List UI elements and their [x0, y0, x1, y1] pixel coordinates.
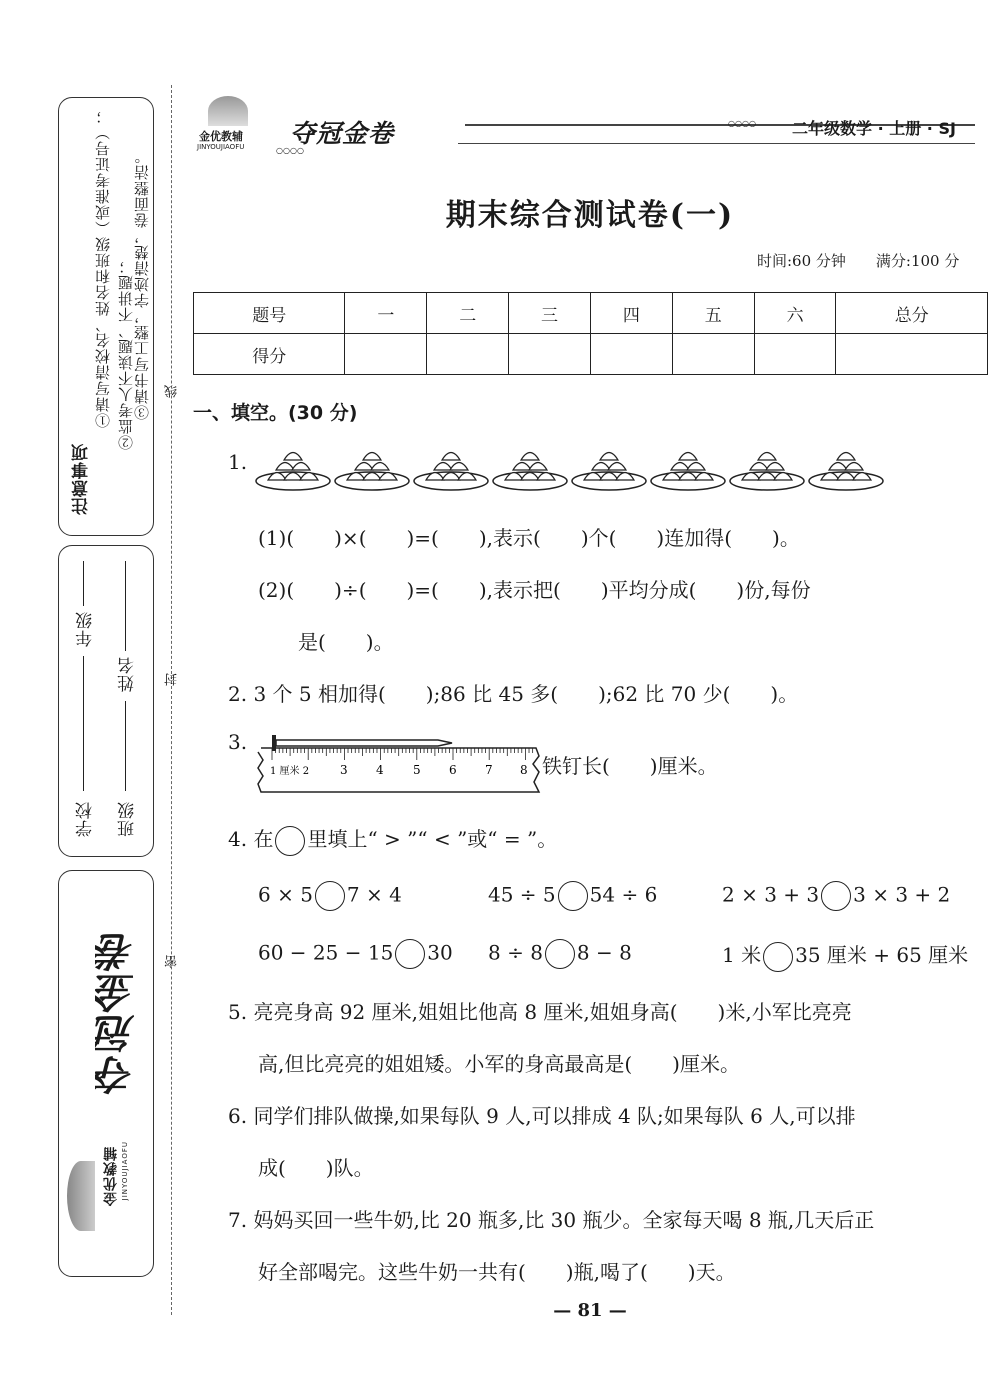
dumpling: [837, 453, 855, 461]
question-1-part-1: (1)( )×( )=( ),表示( )个( )连加得( )。: [258, 526, 800, 550]
ruler-label: 5: [413, 763, 421, 777]
dumpling: [608, 463, 626, 471]
compare-circle[interactable]: [545, 939, 575, 969]
notice-item-1: ①请写清校名、姓名和班级（或准考证号）；: [94, 108, 112, 428]
score-input-cell[interactable]: [590, 334, 672, 375]
table-cell: 二: [427, 293, 509, 334]
table-cell: 一: [345, 293, 427, 334]
brand-big: 夺冠金卷: [290, 119, 395, 148]
page-title: 期末综合测试卷(一): [445, 198, 735, 233]
dumpling: [513, 463, 531, 471]
dumpling: [766, 463, 784, 471]
book-logo-icon: [208, 96, 248, 126]
question-1-part-3: 是( )。: [298, 630, 394, 654]
compare-right: 8 − 8: [576, 940, 632, 965]
grade-line[interactable]: [83, 561, 84, 606]
compare-left: 2 × 3 + 3: [722, 882, 820, 907]
class-line[interactable]: [125, 701, 126, 791]
table-cell: 三: [509, 293, 591, 334]
school-label: 学校: [76, 801, 96, 837]
brand-small: 金优教辅: [199, 130, 243, 143]
dumpling: [284, 473, 302, 481]
compare-left: 8 ÷ 8: [488, 940, 543, 965]
compare-left: 60 − 25 − 15: [258, 940, 394, 965]
compare-item: [258, 881, 402, 911]
dumpling: [600, 473, 618, 481]
header-line-dots: ○○○○: [728, 119, 756, 128]
dumpling: [687, 463, 705, 471]
score-table: [193, 292, 988, 375]
question-6-line-1: 6. 同学们排队做操,如果每队 9 人,可以排成 4 队;如果每队 6 人,可以排: [228, 1104, 856, 1128]
cut-label-line: 线: [165, 385, 180, 398]
dumpling: [371, 463, 389, 471]
notice-item-3: ③请书写工整，字迹清楚，卷面整洁。: [133, 148, 151, 420]
book-icon: [67, 1161, 95, 1231]
table-cell: 得分: [194, 334, 345, 375]
question-5-line-2: 高,但比亮亮的姐姐矮。小军的身高最高是( )厘米。: [258, 1052, 740, 1076]
dumpling: [442, 473, 460, 481]
compare-circle[interactable]: [558, 881, 588, 911]
dumpling: [837, 473, 855, 481]
compare-circle[interactable]: [395, 939, 425, 969]
question-2: 2. 3 个 5 相加得( );86 比 45 多( );62 比 70 少( )。: [228, 682, 799, 706]
question-5-line-1: 5. 亮亮身高 92 厘米,姐姐比他高 8 厘米,姐姐身高( )米,小军比亮亮: [228, 1000, 852, 1024]
question-6-line-2: 成( )队。: [258, 1156, 374, 1180]
dumpling: [355, 463, 373, 471]
table-cell: 总分: [836, 293, 988, 334]
dumpling: [450, 463, 468, 471]
score-input-cell[interactable]: [672, 334, 754, 375]
dumpling: [521, 453, 539, 461]
compare-right: 7 × 4: [346, 882, 402, 907]
dumpling: [750, 463, 768, 471]
ruler-label: 6: [449, 763, 457, 777]
name-label: 姓名: [118, 656, 138, 692]
dumpling: [529, 463, 547, 471]
table-cell: 四: [590, 293, 672, 334]
page-number: — 81 —: [553, 1300, 627, 1321]
cut-line: [171, 85, 172, 1315]
dumpling: [292, 463, 310, 471]
dumpling: [671, 463, 689, 471]
question-1-number: 1.: [228, 450, 248, 474]
dumpling: [845, 463, 863, 471]
question-1-part-2: (2)( )÷( )=( ),表示把( )平均分成( )份,每份: [258, 578, 811, 602]
compare-right: 30: [427, 940, 453, 965]
compare-circle[interactable]: [315, 881, 345, 911]
compare-circle[interactable]: [763, 942, 793, 972]
dumpling: [758, 473, 776, 481]
dumpling: [276, 463, 294, 471]
table-cell: 题号: [194, 293, 345, 334]
score-input-cell[interactable]: [345, 334, 427, 375]
ruler-label: 4: [376, 763, 384, 777]
dumpling: [363, 453, 381, 461]
compare-circle[interactable]: [275, 826, 305, 856]
question-4: [228, 823, 557, 856]
question-7-line-1: 7. 妈妈买回一些牛奶,比 20 瓶多,比 30 瓶少。全家每天喝 8 瓶,几天后正: [228, 1208, 875, 1232]
notice-box: [58, 97, 154, 536]
dumpling: [434, 463, 452, 471]
notice-item-2: ②监考人不读题、不讲题；: [117, 258, 135, 450]
dumpling: [521, 473, 539, 481]
ruler-label: 3: [340, 763, 348, 777]
dumpling: [363, 473, 381, 481]
name-line[interactable]: [125, 561, 126, 651]
question-4-prefix: 4. 在: [228, 827, 274, 851]
side-logo-big: 夺冠金卷: [95, 931, 141, 1095]
dumpling: [600, 453, 618, 461]
header-line-2: [458, 143, 975, 144]
side-logo-pinyin: JINYOUJIAOFU: [121, 1141, 129, 1201]
score-input-cell[interactable]: [754, 334, 836, 375]
cut-label-seal: 封: [165, 673, 180, 686]
ruler-label: 7: [485, 763, 493, 777]
compare-right: 54 ÷ 6: [589, 882, 658, 907]
header-dots: ○○○○: [276, 146, 304, 155]
question-3-number: 3.: [228, 730, 248, 754]
compare-item: [722, 881, 950, 911]
side-logo-small: 金优教辅: [103, 1146, 119, 1206]
table-cell: 五: [672, 293, 754, 334]
score-input-cell[interactable]: [427, 334, 509, 375]
compare-item: [722, 939, 968, 972]
ruler-nail-icon: [256, 726, 541, 796]
compare-item: [488, 939, 632, 969]
brand-pinyin: JINYOUJIAOFU: [197, 143, 245, 151]
compare-left: 1 米: [722, 943, 762, 967]
table-cell: 六: [754, 293, 836, 334]
logo-box: [58, 870, 154, 1277]
dumpling: [679, 453, 697, 461]
dumpling: [679, 473, 697, 481]
question-3-text: 铁钉长( )厘米。: [542, 754, 718, 778]
compare-right: 3 × 3 + 2: [853, 882, 951, 907]
grade-info: 二年级数学 · 上册 · SJ: [792, 119, 956, 138]
student-info-box: [58, 545, 154, 857]
question-4-instruction: 里填上“ > ”“ < ”或“ = ”。: [307, 827, 558, 851]
compare-circle[interactable]: [821, 881, 851, 911]
grade-label: 年级: [76, 611, 96, 647]
score-input-cell[interactable]: [509, 334, 591, 375]
score-input-cell[interactable]: [836, 334, 988, 375]
dumpling: [829, 463, 847, 471]
dumpling: [442, 453, 460, 461]
dumpling: [592, 463, 610, 471]
cut-label-secret: 密: [165, 955, 180, 968]
ruler-label: 1 厘米 2: [270, 766, 310, 777]
section-heading: 一、填空。(30 分): [193, 402, 358, 424]
ruler-label: 8: [520, 763, 528, 777]
dumpling-plates-icon: [255, 443, 885, 493]
time-info: 时间:60 分钟 满分:100 分: [757, 252, 960, 270]
question-7-line-2: 好全部喝完。这些牛奶一共有( )瓶,喝了( )天。: [258, 1260, 736, 1284]
compare-item: [258, 939, 453, 969]
table-row: [194, 334, 988, 375]
compare-right: 35 厘米 + 65 厘米: [795, 943, 969, 967]
school-line[interactable]: [83, 656, 84, 791]
table-row: [194, 293, 988, 334]
compare-left: 6 × 5: [258, 882, 313, 907]
dumpling: [284, 453, 302, 461]
compare-left: 45 ÷ 5: [488, 882, 556, 907]
notice-label: 注意事项: [72, 443, 92, 515]
dumpling: [758, 453, 776, 461]
class-label: 班级: [118, 801, 138, 837]
compare-item: [488, 881, 657, 911]
